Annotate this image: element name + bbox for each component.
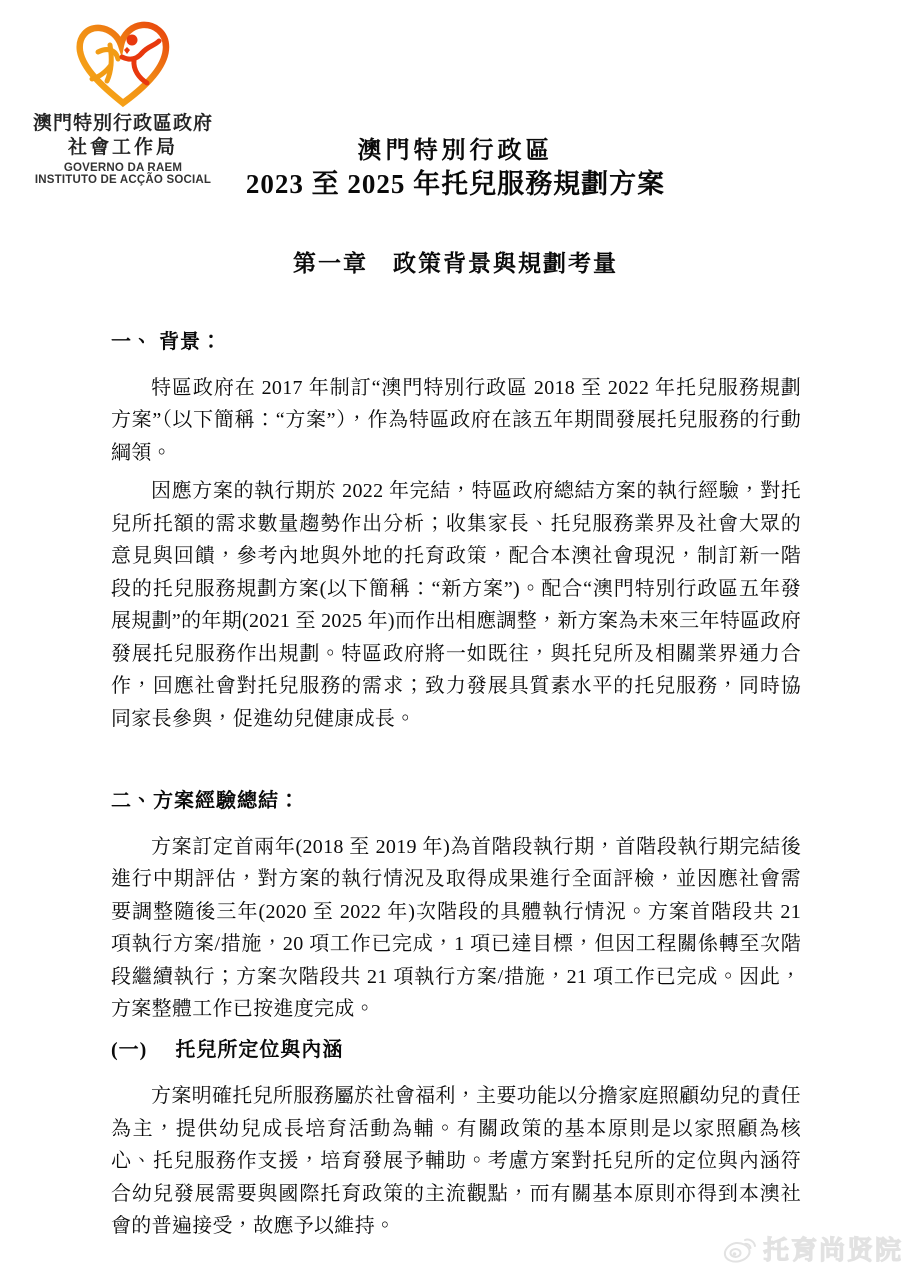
paragraph: 方案訂定首兩年(2018 至 2019 年)為首階段執行期，首階段執行期完結後進行中期評估，對方案的執行情況及取得成果進行全面評檢，並因應社會需要調整隨後三年(2020 至 2022 年)次階段的具體執行情況。方案首階段共 21 項執行方案/措施，20 項工作已完成，1 項已達目標，但因工程關係轉至次階段繼續執行；方案次階段共 21 項執行方案/措施，21 項工作已完成。因此，方案整體工作已按進度完成。 — [111, 835, 801, 1020]
watermark — [722, 1230, 903, 1267]
paragraph: 方案明確托兒所服務屬於社會福利，主要功能以分擔家庭照顧幼兒的責任為主，提供幼兒成長培育活動為輔。有關政策的基本原則是以家照顧為核心、托兒服務作支援，培育發展予輔助。考慮方案對托兒所的定位與內涵符合幼兒發展需要與國際托育政策的主流觀點，而有關基本原則亦得到本澳社會的普遍接受，故應予以維持。 — [111, 1085, 801, 1237]
paragraph: 特區政府在 2017 年制訂“澳門特別行政區 2018 至 2022 年托兒服務規劃方案”（以下簡稱：“方案”），作為特區政府在該五年期間發展托兒服務的行動綱領。 — [111, 376, 801, 464]
document-body — [111, 326, 801, 1249]
org-name-pt-line1: GOVERNO DA RAEM — [63, 161, 183, 174]
document-title-line2: 2023 至 2025 年托兒服務規劃方案 — [245, 169, 666, 199]
watermark-text: 托育尚贤院 — [762, 1235, 903, 1265]
subsection-heading — [111, 1034, 801, 1067]
section-experience-summary — [111, 785, 801, 1243]
section-background — [111, 326, 801, 735]
org-name-pt-line2: INSTITUTO DE ACÇÃO SOCIAL — [34, 173, 212, 186]
section-heading: 二、方案經驗總結： — [111, 790, 300, 812]
document-title-line1: 澳門特別行政區 — [357, 138, 554, 164]
org-name-zh-line2: 社會工作局 — [67, 136, 178, 158]
section-heading: 一、 背景： — [111, 331, 222, 353]
subsection-number: (一) — [111, 1038, 148, 1061]
org-name-zh-line1: 澳門特別行政區政府 — [32, 113, 213, 134]
subsection-title: 托兒所定位與內涵 — [175, 1038, 344, 1061]
chapter-heading: 第一章 政策背景與規劃考量 — [293, 251, 618, 276]
ias-heart-logo-icon — [71, 20, 175, 108]
paragraph: 因應方案的執行期於 2022 年完結，特區政府總結方案的執行經驗，對托兒所托額的需求數量趨勢作出分析；收集家長、托兒服務業界及社會大眾的意見與回饋，參考內地與外地的托育政策，配合本澳社會現況，制訂新一階段的托兒服務規劃方案(以下簡稱：“新方案”)。配合“澳門特別行政區五年發展規劃”的年期(2021 至 2025 年)而作出相應調整，新方案為未來三年特區政府發展托兒服務作出規劃。特區政府將一如既往，與托兒所及相關業界通力合作，回應社會對托兒服務的需求；致力發展具質素水平的托兒服務，同時協同家長參與，促進幼兒健康成長。 — [111, 480, 801, 730]
weibo-icon — [722, 1234, 758, 1264]
